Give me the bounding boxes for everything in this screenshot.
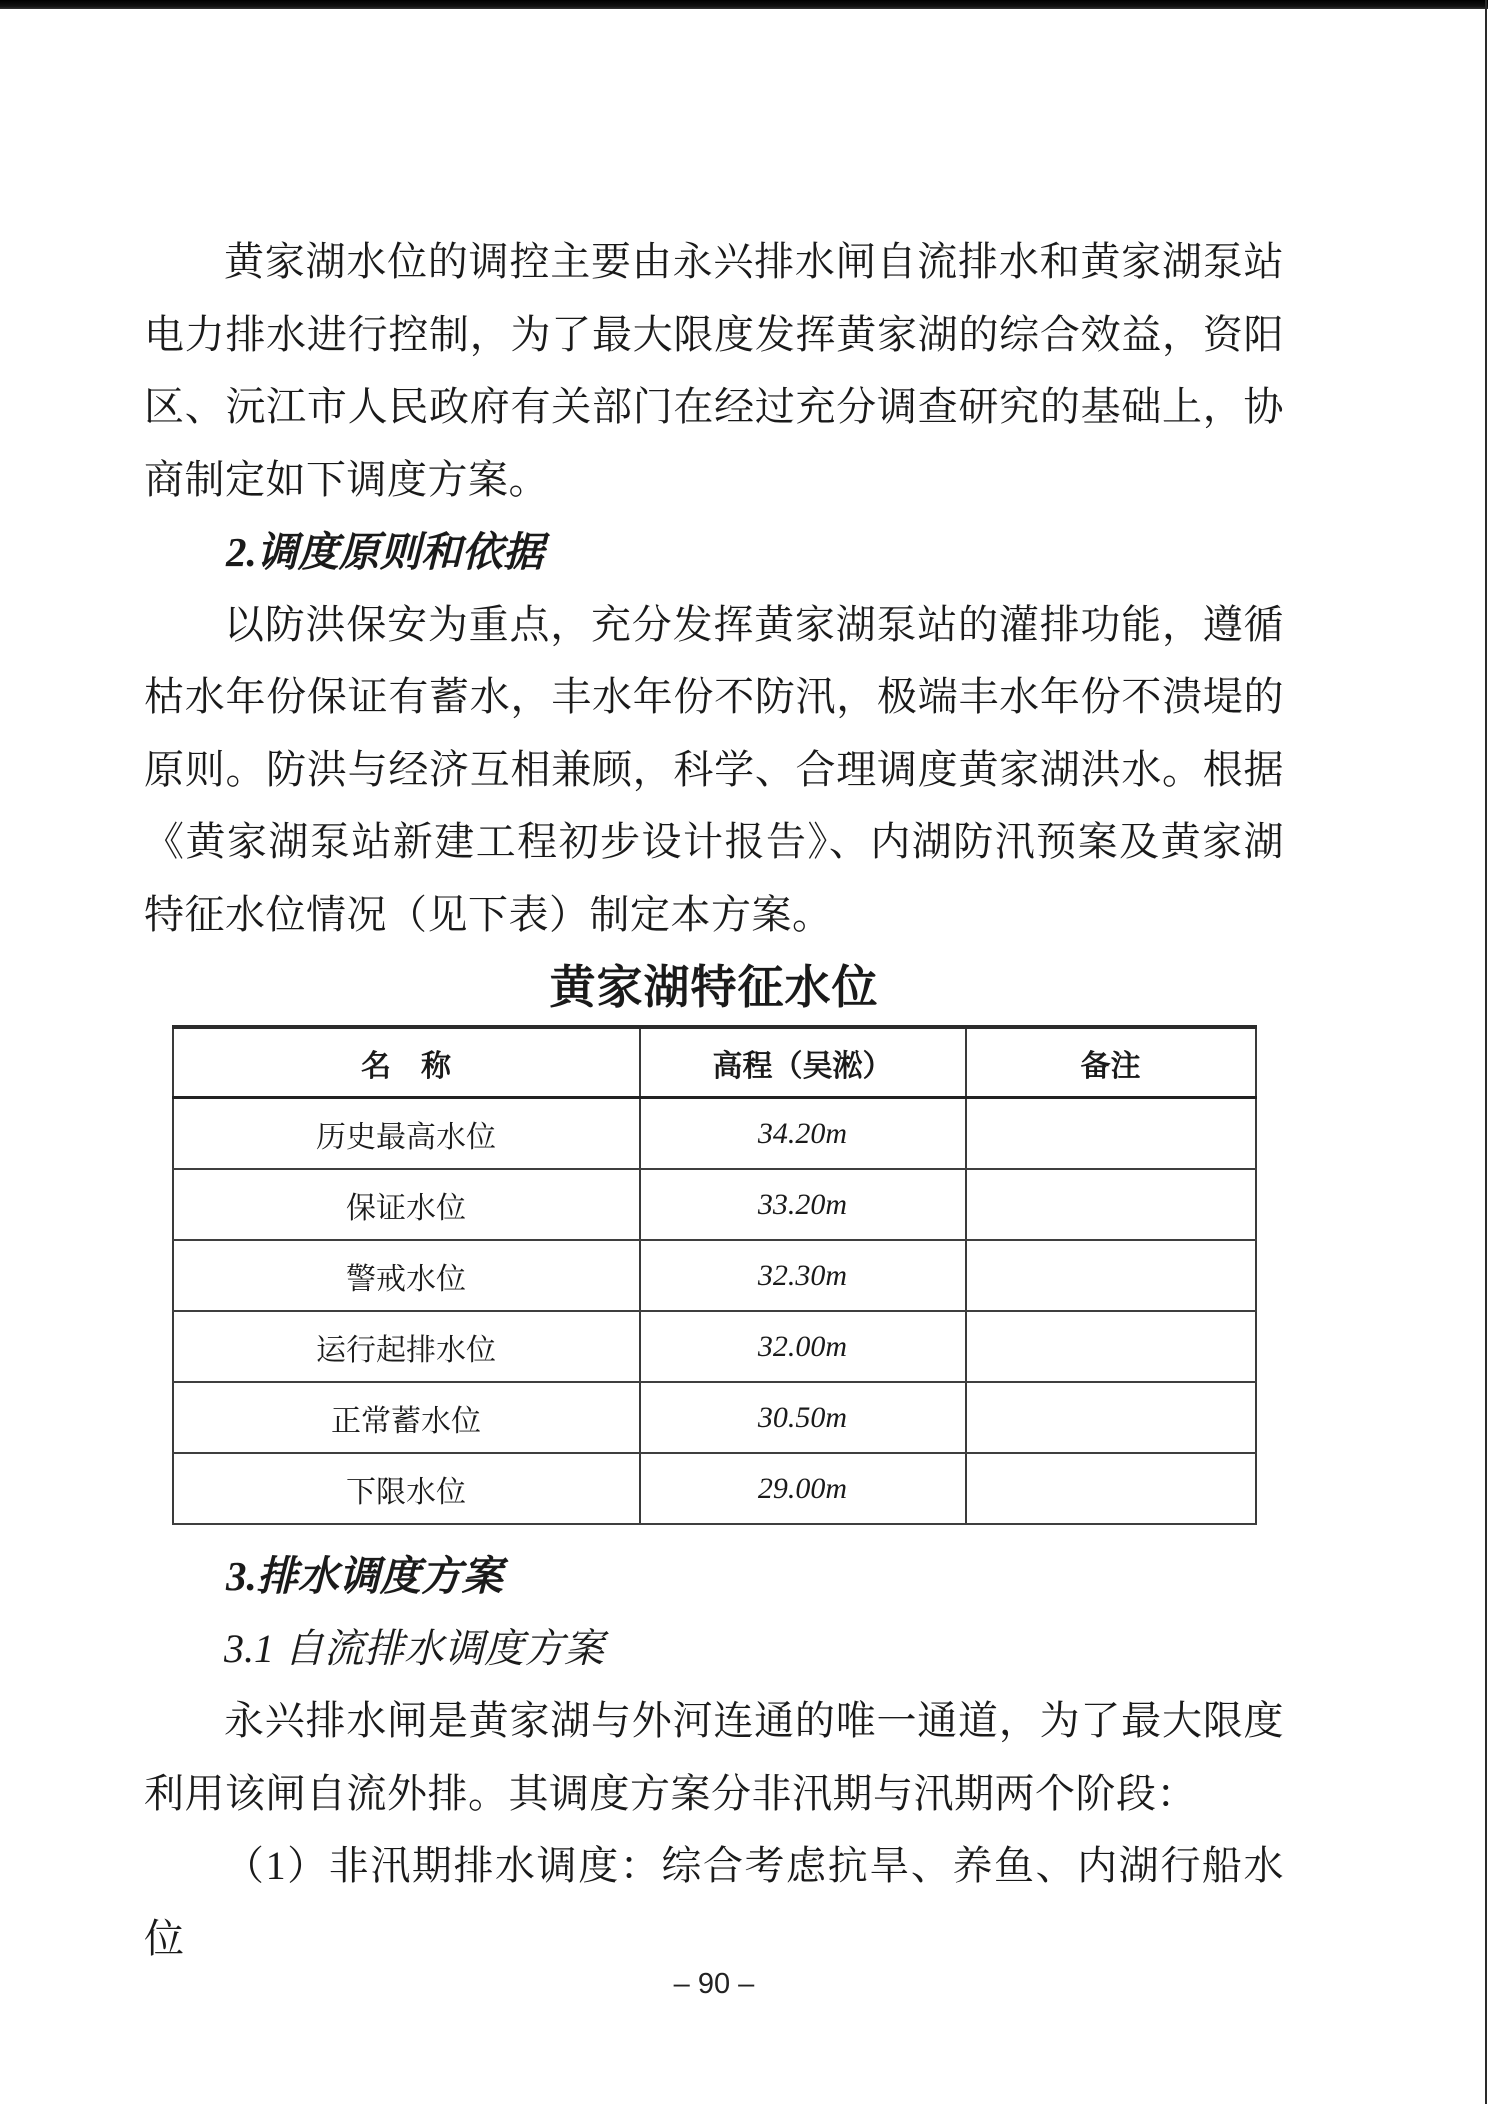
paragraph-intro: 黄家湖水位的调控主要由永兴排水闸自流排水和黄家湖泵站电力排水进行控制，为了最大限度发挥黄家湖的综合效益，资阳区、沅江市人民政府有关部门在经过充分调查研究的基础上，协商制定如下调度方案。: [144, 239, 1284, 502]
row-elevation: 33.20m: [640, 1169, 966, 1240]
row-name: 正常蓄水位: [173, 1382, 640, 1453]
header-name: 名 称: [173, 1027, 640, 1098]
row-note: [966, 1382, 1256, 1453]
table-row: [173, 1311, 1256, 1382]
row-name: 下限水位: [173, 1453, 640, 1524]
row-name: 运行起排水位: [173, 1311, 640, 1382]
row-name: 警戒水位: [173, 1240, 640, 1311]
row-elevation: 32.00m: [640, 1311, 966, 1382]
table-header-row: [173, 1027, 1256, 1098]
row-name: 历史最高水位: [173, 1098, 640, 1170]
header-note: 备注: [966, 1027, 1256, 1098]
row-elevation: 34.20m: [640, 1098, 966, 1170]
row-elevation: 32.30m: [640, 1240, 966, 1311]
row-note: [966, 1240, 1256, 1311]
header-elevation: 高程（吴淞）: [640, 1027, 966, 1098]
row-elevation: 30.50m: [640, 1382, 966, 1453]
scan-edge-top-bar: [0, 0, 1488, 9]
scan-edge-right-line: [1485, 0, 1487, 2104]
section-2-heading: 2.调度原则和依据: [226, 529, 544, 575]
table-row: [173, 1240, 1256, 1311]
table-row: [173, 1098, 1256, 1170]
table-row: [173, 1169, 1256, 1240]
paragraph-non-flood-item: （1）非汛期排水调度：综合考虑抗旱、养鱼、内湖行船水位: [144, 1843, 1284, 1961]
section-3-1-heading: 3.1 自流排水调度方案: [224, 1625, 604, 1671]
row-elevation: 29.00m: [640, 1453, 966, 1524]
characteristic-water-level-table: [172, 1025, 1257, 1525]
page-number: – 90 –: [673, 1968, 755, 2000]
section-3-heading: 3.排水调度方案: [226, 1553, 503, 1599]
paragraph-gravity-drainage: 永兴排水闸是黄家湖与外河连通的唯一通道，为了最大限度利用该闸自流外排。其调度方案分非汛期与汛期两个阶段：: [144, 1698, 1284, 1816]
page-content: [144, 226, 1284, 1975]
row-note: [966, 1098, 1256, 1170]
table-row: [173, 1382, 1256, 1453]
row-note: [966, 1169, 1256, 1240]
paragraph-principles: 以防洪保安为重点，充分发挥黄家湖泵站的灌排功能，遵循枯水年份保证有蓄水，丰水年份不防汛，极端丰水年份不溃堤的原则。防洪与经济互相兼顾，科学、合理调度黄家湖洪水。根据《黄家湖泵站新建工程初步设计报告》、内湖防汛预案及黄家湖特征水位情况（见下表）制定本方案。: [144, 601, 1284, 937]
table-title: 黄家湖特征水位: [549, 961, 879, 1013]
row-note: [966, 1453, 1256, 1524]
row-name: 保证水位: [173, 1169, 640, 1240]
table-row: [173, 1453, 1256, 1524]
row-note: [966, 1311, 1256, 1382]
